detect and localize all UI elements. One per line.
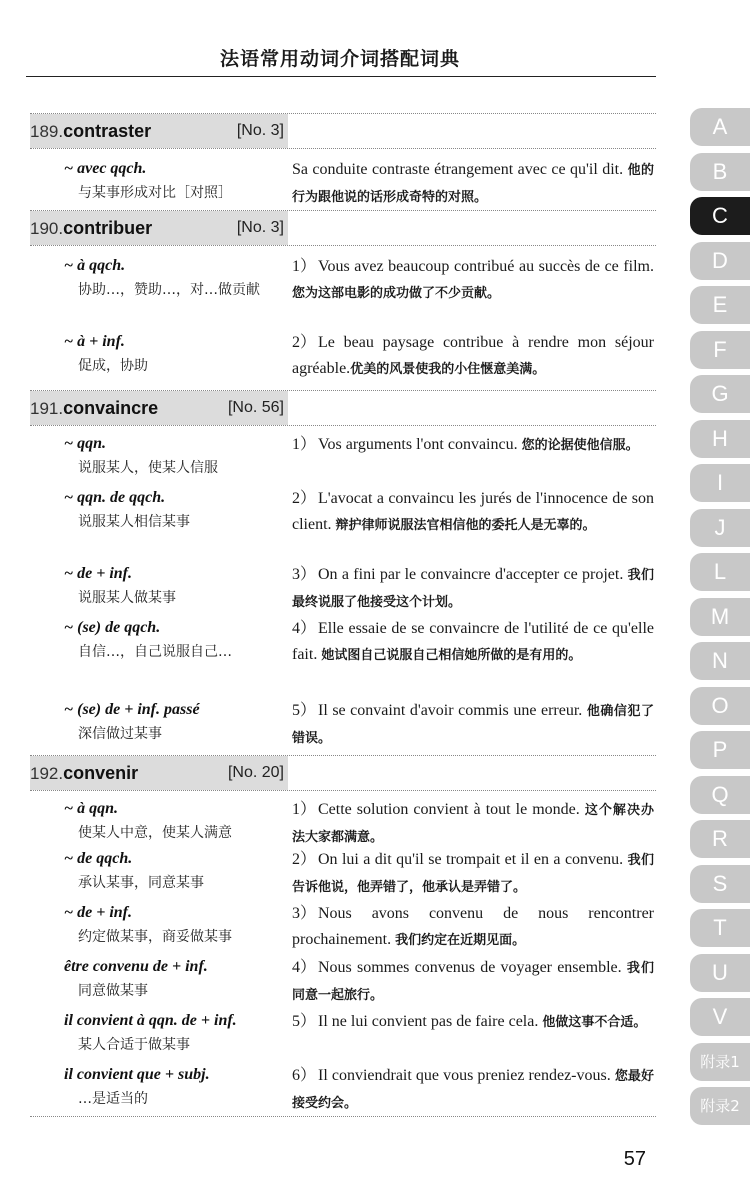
- example-fr: Elle essaie de se convaincre de l'utilité de ce qu'elle fait.: [292, 620, 654, 663]
- thumb-tab-t[interactable]: T: [690, 909, 750, 947]
- example-cn: 您的论据使他信服。: [521, 438, 639, 453]
- page-number: 57: [623, 1148, 646, 1170]
- entry-head: [30, 391, 288, 425]
- thumb-tab-n[interactable]: N: [690, 642, 750, 680]
- example-cn: 她试图自己说服自己相信她所做的是有用的。: [321, 648, 582, 663]
- entry-contraster: [30, 113, 656, 209]
- example-fr: Sa conduite contraste étrangement avec ce qu'il dit.: [292, 161, 624, 178]
- usage-row: [30, 955, 656, 1009]
- thumb-tab-q[interactable]: Q: [690, 776, 750, 814]
- example-cn: 我们约定在近期见面。: [395, 933, 526, 948]
- example-fr: On lui a dit qu'il se trompait et il en a convenu.: [318, 851, 624, 868]
- usage-pattern: il convient à qqn. de + inf.: [64, 1012, 237, 1029]
- usage-row: [30, 149, 656, 209]
- example-number: 6）: [292, 1067, 317, 1084]
- usage-meaning: 说服某人，使某人信服: [78, 460, 218, 476]
- example-number: 1）: [292, 801, 317, 818]
- usage-example: [292, 254, 654, 307]
- usage-meaning: 自信…，自己说服自己…: [78, 644, 232, 660]
- thumb-tab-i[interactable]: I: [690, 464, 750, 502]
- usage-meaning: 承认某事，同意某事: [78, 875, 204, 891]
- thumb-tab-v[interactable]: V: [690, 998, 750, 1036]
- entry-head: [30, 211, 288, 245]
- example-number: 5）: [292, 1013, 317, 1030]
- example-fr: Le beau paysage contribue à rendre mon séjour agréable.: [292, 334, 654, 377]
- example-cn: 辩护律师说服法官相信他的委托人是无辜的。: [335, 518, 596, 533]
- usage-pattern: ~ avec qqch.: [64, 160, 147, 177]
- usage-example: [292, 797, 654, 851]
- entry-number: 191.convaincre: [30, 398, 159, 418]
- usage-example: [292, 1063, 654, 1117]
- usage-example: [292, 157, 654, 211]
- entry-ref: [No. 56]: [227, 399, 284, 416]
- usage-row: [30, 847, 656, 901]
- example-number: 2）: [292, 851, 317, 868]
- page-title: 法语常用动词介词搭配词典: [219, 48, 460, 70]
- usage-row: [30, 426, 656, 482]
- usage-pattern: ~ à qqn.: [64, 800, 119, 817]
- example-cn: 这个解决办法大家都满意。: [292, 803, 654, 845]
- thumb-tab-a[interactable]: A: [690, 108, 750, 146]
- example-cn: 您最好接受约会。: [292, 1069, 655, 1111]
- entry-word: convaincre: [63, 398, 159, 418]
- usage-example: [292, 901, 654, 954]
- example-fr: Nous avons convenu de nous rencontrer prochainement.: [292, 905, 654, 948]
- thumb-tab-d[interactable]: D: [690, 242, 750, 280]
- usage-pattern: ~ qqn.: [64, 435, 107, 452]
- example-number: 3）: [292, 566, 317, 583]
- usage-pattern: ~ à qqch.: [64, 257, 126, 274]
- example-number: 2）: [292, 334, 317, 351]
- thumb-tab-l[interactable]: L: [690, 553, 750, 591]
- entry-head: [30, 756, 288, 790]
- usage-meaning: 协助…，赞助…，对…做贡献: [78, 282, 260, 298]
- example-fr: On a fini par le convaincre d'accepter ce projet.: [318, 566, 624, 583]
- usage-meaning: 与某事形成对比［对照］: [78, 185, 232, 201]
- usage-example: [292, 1009, 654, 1036]
- entry-head-row: [30, 113, 656, 149]
- example-fr: Il ne lui convient pas de faire cela.: [318, 1013, 539, 1030]
- thumb-tab-s[interactable]: S: [690, 865, 750, 903]
- example-cn: 他确信犯了错误。: [292, 704, 654, 746]
- thumb-tab-b[interactable]: B: [690, 153, 750, 191]
- example-cn: 优美的风景使我的小住惬意美满。: [350, 362, 546, 377]
- example-number: 3）: [292, 905, 317, 922]
- entry-word: contraster: [63, 121, 152, 141]
- usage-pattern: ~ de + inf.: [64, 904, 133, 921]
- usage-meaning: 说服某人做某事: [78, 590, 176, 606]
- example-fr: Il conviendrait que vous preniez rendez-vous.: [318, 1067, 611, 1084]
- example-fr: Nous sommes convenus de voyager ensemble.: [318, 959, 622, 976]
- usage-meaning: 约定做某事，商妥做某事: [78, 929, 232, 945]
- usage-row: [30, 901, 656, 955]
- example-cn: 他做这事不合适。: [542, 1015, 647, 1030]
- usage-example: [292, 562, 654, 616]
- usage-example: [292, 330, 654, 383]
- thumb-tab-c[interactable]: C: [690, 197, 750, 235]
- usage-meaning: 同意做某事: [78, 983, 148, 999]
- entry-ref: [No. 3]: [236, 122, 284, 139]
- example-cn: 我们告诉他说，他弄错了，他承认是弄错了。: [292, 853, 654, 895]
- usage-example: [292, 955, 654, 1009]
- example-fr: Vos arguments l'ont convaincu.: [318, 436, 518, 453]
- thumb-tab-r[interactable]: R: [690, 820, 750, 858]
- entry-ref: [No. 20]: [227, 764, 284, 781]
- example-number: 4）: [292, 959, 317, 976]
- usage-row: [30, 246, 656, 326]
- usage-row: [30, 1009, 656, 1063]
- usage-example: [292, 432, 654, 459]
- thumb-tab-e[interactable]: E: [690, 286, 750, 324]
- thumb-tab-appendix-1[interactable]: 附录1: [690, 1043, 750, 1081]
- usage-meaning: …是适当的: [78, 1091, 148, 1107]
- entry-head-row: [30, 390, 656, 426]
- entry-contribuer: [30, 210, 656, 390]
- usage-meaning: 促成，协助: [78, 358, 148, 374]
- entry-word: contribuer: [63, 218, 153, 238]
- example-fr: Cette solution convient à tout le monde.: [318, 801, 580, 818]
- entry-number: 190.contribuer: [30, 218, 153, 238]
- entry-head-row: [30, 210, 656, 246]
- usage-meaning: 某人合适于做某事: [78, 1037, 190, 1053]
- thumb-tab-g[interactable]: G: [690, 375, 750, 413]
- usage-pattern: ~ de + inf.: [64, 565, 133, 582]
- entry-convaincre: [30, 390, 656, 756]
- entry-number: 192.convenir: [30, 763, 139, 783]
- example-number: 4）: [292, 620, 317, 637]
- usage-row: [30, 326, 656, 390]
- usage-row: [30, 482, 656, 562]
- usage-row: [30, 562, 656, 616]
- entry-head: [30, 114, 288, 148]
- usage-row: [30, 791, 656, 847]
- example-cn: 您为这部电影的成功做了不少贡献。: [292, 286, 501, 301]
- example-number: 1）: [292, 258, 317, 275]
- usage-pattern: ~ à + inf.: [64, 333, 125, 350]
- thumb-tab-p[interactable]: P: [690, 731, 750, 769]
- usage-example: [292, 698, 654, 752]
- usage-pattern: être convenu de + inf.: [64, 958, 208, 975]
- thumb-tab-m[interactable]: M: [690, 598, 750, 636]
- entry-convenir: [30, 755, 656, 1117]
- thumb-tab-appendix-2[interactable]: 附录2: [690, 1087, 750, 1125]
- example-number: 5）: [292, 702, 317, 719]
- entry-word: convenir: [63, 763, 139, 783]
- example-number: 2）: [292, 490, 317, 507]
- usage-row: [30, 1063, 656, 1117]
- usage-example: [292, 616, 654, 669]
- entry-ref: [No. 3]: [236, 219, 284, 236]
- usage-row: [30, 616, 656, 698]
- entry-number: 189.contraster: [30, 121, 152, 141]
- thumb-tab-h[interactable]: H: [690, 420, 750, 458]
- usage-pattern: il convient que + subj.: [64, 1066, 210, 1083]
- usage-example: [292, 486, 654, 539]
- example-fr: Vous avez beaucoup contribué au succès de ce film.: [318, 258, 654, 275]
- thumb-tab-o[interactable]: O: [690, 687, 750, 725]
- example-fr: Il se convaint d'avoir commis une erreur.: [318, 702, 583, 719]
- usage-meaning: 深信做过某事: [78, 726, 162, 742]
- entry-head-row: [30, 755, 656, 791]
- example-cn: 我们最终说服了他接受这个计划。: [292, 568, 654, 610]
- usage-example: [292, 847, 654, 901]
- title-rule: [26, 76, 656, 77]
- usage-pattern: ~ de qqch.: [64, 850, 133, 867]
- example-cn: 他的行为跟他说的话形成奇特的对照。: [292, 163, 654, 205]
- thumb-tab-f[interactable]: F: [690, 331, 750, 369]
- bottom-dotted-rule: [30, 1116, 656, 1117]
- example-cn: 我们同意一起旅行。: [292, 961, 654, 1003]
- example-fr: L'avocat a convaincu les jurés de l'innocence de son client.: [292, 490, 654, 533]
- usage-pattern: ~ (se) de qqch.: [64, 619, 161, 636]
- thumb-tab-u[interactable]: U: [690, 954, 750, 992]
- thumb-tab-j[interactable]: J: [690, 509, 750, 547]
- usage-row: [30, 698, 656, 756]
- usage-pattern: ~ qqn. de qqch.: [64, 489, 166, 506]
- example-number: 1）: [292, 436, 317, 453]
- usage-meaning: 说服某人相信某事: [78, 514, 190, 530]
- usage-meaning: 使某人中意，使某人满意: [78, 825, 232, 841]
- usage-pattern: ~ (se) de + inf. passé: [64, 701, 200, 718]
